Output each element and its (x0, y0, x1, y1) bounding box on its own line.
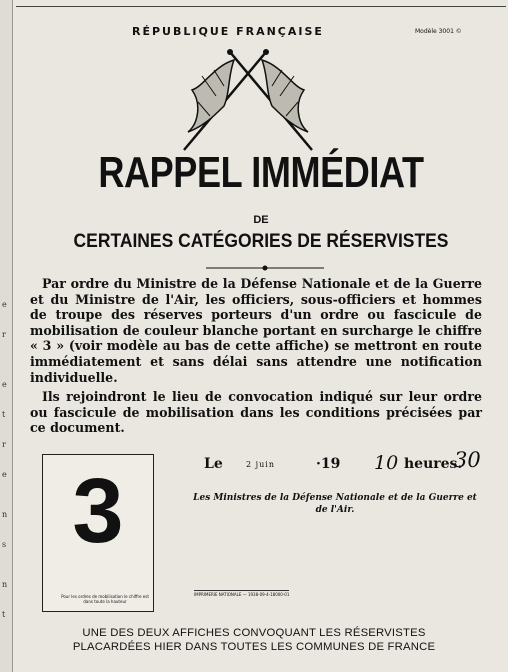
badge-number: 3 (72, 460, 124, 562)
body-paragraph-2: Ils rejoindront le lieu de convocation indiqué sur leur ordre ou fascicule de mobilisation dans les conditions précisées par ce document. (30, 389, 482, 436)
ornamental-divider (206, 265, 324, 271)
mobilization-poster (16, 0, 506, 628)
top-rule (16, 6, 506, 7)
handwritten-hour: 10 (374, 452, 399, 474)
caption-line-2: PLACARDÉES HIER DANS TOUTES LES COMMUNES DE FRANCE (72, 641, 436, 653)
badge-caption: Pour les ordres de mobilisation le chiffre est dans toute la hauteur (61, 594, 149, 604)
photo-caption (0, 626, 508, 654)
ministers-signature: Les Ministres de la Défense Nationale et de la Guerre et de l'Air. (193, 493, 477, 515)
poster-header: RÉPUBLIQUE FRANÇAISE (132, 25, 324, 38)
poster-body (30, 276, 482, 440)
crossed-flags-icon (174, 46, 322, 154)
poster-title: RAPPEL IMMÉDIAT (98, 148, 424, 197)
printer-line: IMPRIMERIE NATIONALE — 1938-09-4-18000-01 (194, 592, 290, 597)
date-year: ·19 (316, 456, 341, 472)
modele-number: Modèle 3001 © (415, 28, 462, 35)
handwritten-minutes: 30 (454, 448, 481, 472)
date-le: Le (204, 456, 223, 472)
caption-line-1: UNE DES DEUX AFFICHES CONVOQUANT LES RÉSERVISTES (82, 627, 426, 639)
date-day: 2 juin (246, 460, 275, 469)
model-number-badge (42, 454, 154, 612)
body-paragraph-1: Par ordre du Ministre de la Défense Nationale et de la Guerre et du Ministre de l'Air, les officiers, sous-officiers et hommes de troupe des réserves porteurs d'un ordre ou fascicule de mobilisation de couleur blanche portant en surcharge le chiffre « 3 » (voir modèle au bas de cette affiche) se mettront en route immédiatement et sans délai sans attendre une notification individuelle. (30, 276, 482, 385)
adjacent-column-strip: e r e t r e n s n t (0, 0, 13, 672)
poster-subtitle: CERTAINES CATÉGORIES DE RÉSERVISTES (73, 231, 449, 252)
title-de: DE (253, 214, 269, 226)
date-heures: heures. (404, 456, 463, 472)
